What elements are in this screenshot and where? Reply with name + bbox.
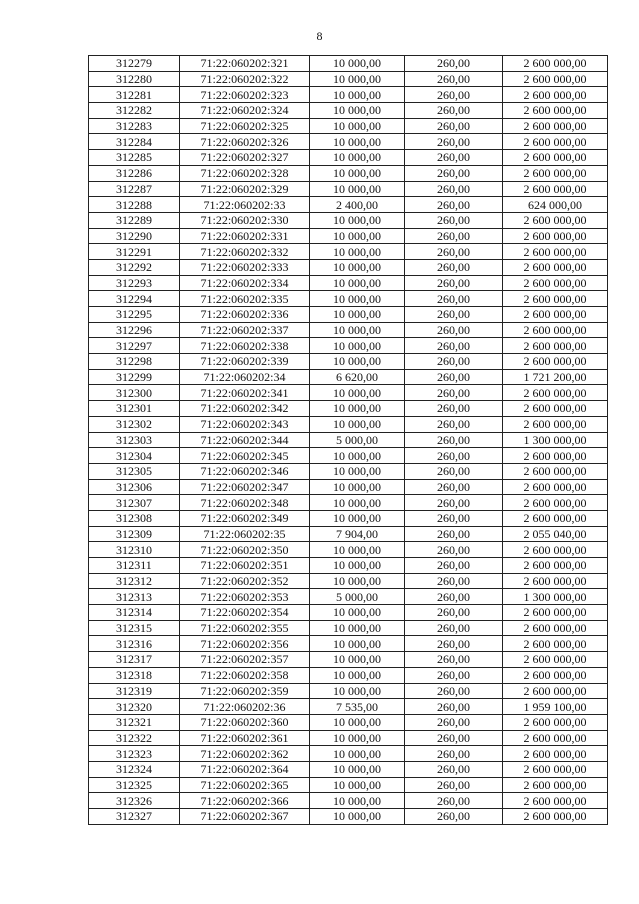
- area-cell: 10 000,00: [310, 275, 405, 291]
- area-cell: 10 000,00: [310, 636, 405, 652]
- cadastral-number-cell: 71:22:060202:327: [180, 150, 310, 166]
- cadastral-number-cell: 71:22:060202:330: [180, 212, 310, 228]
- table-row: [89, 479, 608, 495]
- record-id-cell: 312295: [89, 307, 180, 323]
- area-cell: 10 000,00: [310, 322, 405, 338]
- rate-cell: 260,00: [405, 165, 503, 181]
- value-cell: 2 600 000,00: [503, 652, 608, 668]
- table-row: [89, 793, 608, 809]
- table-row: [89, 259, 608, 275]
- rate-cell: 260,00: [405, 589, 503, 605]
- table-row: [89, 526, 608, 542]
- table-row: [89, 307, 608, 323]
- area-cell: 7 904,00: [310, 526, 405, 542]
- area-cell: 5 000,00: [310, 432, 405, 448]
- table-row: [89, 589, 608, 605]
- table-row: [89, 605, 608, 621]
- rate-cell: 260,00: [405, 809, 503, 825]
- record-id-cell: 312318: [89, 667, 180, 683]
- rate-cell: 260,00: [405, 322, 503, 338]
- table-row: [89, 558, 608, 574]
- area-cell: 10 000,00: [310, 667, 405, 683]
- value-cell: 2 600 000,00: [503, 307, 608, 323]
- table-row: [89, 71, 608, 87]
- area-cell: 10 000,00: [310, 558, 405, 574]
- table-row: [89, 432, 608, 448]
- rate-cell: 260,00: [405, 275, 503, 291]
- table-row: [89, 56, 608, 72]
- record-id-cell: 312324: [89, 761, 180, 777]
- rate-cell: 260,00: [405, 338, 503, 354]
- value-cell: 2 600 000,00: [503, 228, 608, 244]
- area-cell: 10 000,00: [310, 401, 405, 417]
- area-cell: 10 000,00: [310, 259, 405, 275]
- cadastral-number-cell: 71:22:060202:337: [180, 322, 310, 338]
- record-id-cell: 312296: [89, 322, 180, 338]
- table-row: [89, 165, 608, 181]
- rate-cell: 260,00: [405, 307, 503, 323]
- value-cell: 2 600 000,00: [503, 510, 608, 526]
- rate-cell: 260,00: [405, 620, 503, 636]
- table-row: [89, 197, 608, 213]
- cadastral-number-cell: 71:22:060202:359: [180, 683, 310, 699]
- cadastral-number-cell: 71:22:060202:34: [180, 369, 310, 385]
- rate-cell: 260,00: [405, 542, 503, 558]
- area-cell: 10 000,00: [310, 307, 405, 323]
- value-cell: 2 600 000,00: [503, 322, 608, 338]
- area-cell: 10 000,00: [310, 683, 405, 699]
- table-body: [89, 56, 608, 825]
- table-row: [89, 416, 608, 432]
- rate-cell: 260,00: [405, 714, 503, 730]
- area-cell: 10 000,00: [310, 134, 405, 150]
- table-row: [89, 181, 608, 197]
- rate-cell: 260,00: [405, 134, 503, 150]
- table-row: [89, 746, 608, 762]
- record-id-cell: 312309: [89, 526, 180, 542]
- cadastral-number-cell: 71:22:060202:328: [180, 165, 310, 181]
- record-id-cell: 312315: [89, 620, 180, 636]
- rate-cell: 260,00: [405, 479, 503, 495]
- record-id-cell: 312302: [89, 416, 180, 432]
- table-row: [89, 338, 608, 354]
- value-cell: 2 600 000,00: [503, 714, 608, 730]
- area-cell: 10 000,00: [310, 228, 405, 244]
- record-id-cell: 312294: [89, 291, 180, 307]
- table-row: [89, 542, 608, 558]
- record-id-cell: 312314: [89, 605, 180, 621]
- rate-cell: 260,00: [405, 71, 503, 87]
- table-row: [89, 134, 608, 150]
- area-cell: 10 000,00: [310, 87, 405, 103]
- record-id-cell: 312299: [89, 369, 180, 385]
- cadastral-number-cell: 71:22:060202:334: [180, 275, 310, 291]
- rate-cell: 260,00: [405, 573, 503, 589]
- value-cell: 2 600 000,00: [503, 667, 608, 683]
- record-id-cell: 312290: [89, 228, 180, 244]
- value-cell: 2 600 000,00: [503, 291, 608, 307]
- cadastral-number-cell: 71:22:060202:362: [180, 746, 310, 762]
- value-cell: 2 600 000,00: [503, 385, 608, 401]
- rate-cell: 260,00: [405, 683, 503, 699]
- area-cell: 10 000,00: [310, 181, 405, 197]
- rate-cell: 260,00: [405, 118, 503, 134]
- area-cell: 10 000,00: [310, 777, 405, 793]
- value-cell: 1 300 000,00: [503, 589, 608, 605]
- cadastral-number-cell: 71:22:060202:356: [180, 636, 310, 652]
- table-row: [89, 385, 608, 401]
- area-cell: 2 400,00: [310, 197, 405, 213]
- record-id-cell: 312308: [89, 510, 180, 526]
- rate-cell: 260,00: [405, 510, 503, 526]
- data-table: [88, 55, 608, 825]
- value-cell: 2 600 000,00: [503, 118, 608, 134]
- area-cell: 10 000,00: [310, 730, 405, 746]
- area-cell: 10 000,00: [310, 165, 405, 181]
- rate-cell: 260,00: [405, 746, 503, 762]
- cadastral-number-cell: 71:22:060202:341: [180, 385, 310, 401]
- rate-cell: 260,00: [405, 777, 503, 793]
- record-id-cell: 312288: [89, 197, 180, 213]
- value-cell: 2 600 000,00: [503, 87, 608, 103]
- rate-cell: 260,00: [405, 369, 503, 385]
- value-cell: 2 600 000,00: [503, 542, 608, 558]
- cadastral-number-cell: 71:22:060202:332: [180, 244, 310, 260]
- record-id-cell: 312303: [89, 432, 180, 448]
- value-cell: 624 000,00: [503, 197, 608, 213]
- area-cell: 10 000,00: [310, 71, 405, 87]
- area-cell: 10 000,00: [310, 479, 405, 495]
- area-cell: 10 000,00: [310, 103, 405, 119]
- table-row: [89, 244, 608, 260]
- value-cell: 2 600 000,00: [503, 354, 608, 370]
- area-cell: 10 000,00: [310, 542, 405, 558]
- rate-cell: 260,00: [405, 212, 503, 228]
- cadastral-number-cell: 71:22:060202:343: [180, 416, 310, 432]
- table-row: [89, 652, 608, 668]
- record-id-cell: 312281: [89, 87, 180, 103]
- cadastral-number-cell: 71:22:060202:338: [180, 338, 310, 354]
- record-id-cell: 312312: [89, 573, 180, 589]
- rate-cell: 260,00: [405, 244, 503, 260]
- rate-cell: 260,00: [405, 228, 503, 244]
- value-cell: 2 600 000,00: [503, 495, 608, 511]
- table-row: [89, 401, 608, 417]
- record-id-cell: 312289: [89, 212, 180, 228]
- table-row: [89, 761, 608, 777]
- table-row: [89, 495, 608, 511]
- rate-cell: 260,00: [405, 87, 503, 103]
- rate-cell: 260,00: [405, 354, 503, 370]
- table-row: [89, 354, 608, 370]
- area-cell: 10 000,00: [310, 495, 405, 511]
- rate-cell: 260,00: [405, 259, 503, 275]
- area-cell: 10 000,00: [310, 354, 405, 370]
- value-cell: 2 600 000,00: [503, 793, 608, 809]
- value-cell: 2 600 000,00: [503, 259, 608, 275]
- rate-cell: 260,00: [405, 558, 503, 574]
- table-row: [89, 636, 608, 652]
- cadastral-number-cell: 71:22:060202:326: [180, 134, 310, 150]
- area-cell: 10 000,00: [310, 291, 405, 307]
- value-cell: 2 600 000,00: [503, 448, 608, 464]
- record-id-cell: 312298: [89, 354, 180, 370]
- record-id-cell: 312284: [89, 134, 180, 150]
- value-cell: 2 600 000,00: [503, 683, 608, 699]
- table-row: [89, 714, 608, 730]
- cadastral-number-cell: 71:22:060202:321: [180, 56, 310, 72]
- table-row: [89, 103, 608, 119]
- rate-cell: 260,00: [405, 526, 503, 542]
- table-row: [89, 667, 608, 683]
- rate-cell: 260,00: [405, 197, 503, 213]
- cadastral-number-cell: 71:22:060202:342: [180, 401, 310, 417]
- rate-cell: 260,00: [405, 495, 503, 511]
- value-cell: 2 055 040,00: [503, 526, 608, 542]
- record-id-cell: 312297: [89, 338, 180, 354]
- cadastral-number-cell: 71:22:060202:33: [180, 197, 310, 213]
- cadastral-number-cell: 71:22:060202:331: [180, 228, 310, 244]
- table-row: [89, 448, 608, 464]
- table-row: [89, 275, 608, 291]
- area-cell: 10 000,00: [310, 212, 405, 228]
- area-cell: 10 000,00: [310, 761, 405, 777]
- cadastral-number-cell: 71:22:060202:336: [180, 307, 310, 323]
- rate-cell: 260,00: [405, 448, 503, 464]
- cadastral-number-cell: 71:22:060202:360: [180, 714, 310, 730]
- cadastral-number-cell: 71:22:060202:353: [180, 589, 310, 605]
- area-cell: 10 000,00: [310, 573, 405, 589]
- table-row: [89, 150, 608, 166]
- area-cell: 10 000,00: [310, 746, 405, 762]
- rate-cell: 260,00: [405, 291, 503, 307]
- value-cell: 2 600 000,00: [503, 181, 608, 197]
- area-cell: 10 000,00: [310, 416, 405, 432]
- area-cell: 10 000,00: [310, 793, 405, 809]
- table-row: [89, 510, 608, 526]
- record-id-cell: 312317: [89, 652, 180, 668]
- area-cell: 10 000,00: [310, 448, 405, 464]
- area-cell: 10 000,00: [310, 56, 405, 72]
- record-id-cell: 312327: [89, 809, 180, 825]
- rate-cell: 260,00: [405, 730, 503, 746]
- table-row: [89, 463, 608, 479]
- area-cell: 10 000,00: [310, 809, 405, 825]
- value-cell: 1 721 200,00: [503, 369, 608, 385]
- value-cell: 1 959 100,00: [503, 699, 608, 715]
- record-id-cell: 312321: [89, 714, 180, 730]
- record-id-cell: 312304: [89, 448, 180, 464]
- table-row: [89, 573, 608, 589]
- record-id-cell: 312283: [89, 118, 180, 134]
- area-cell: 10 000,00: [310, 714, 405, 730]
- cadastral-number-cell: 71:22:060202:323: [180, 87, 310, 103]
- cadastral-number-cell: 71:22:060202:333: [180, 259, 310, 275]
- page-number: 8: [316, 29, 323, 43]
- record-id-cell: 312323: [89, 746, 180, 762]
- value-cell: 2 600 000,00: [503, 777, 608, 793]
- rate-cell: 260,00: [405, 605, 503, 621]
- record-id-cell: 312319: [89, 683, 180, 699]
- rate-cell: 260,00: [405, 793, 503, 809]
- cadastral-number-cell: 71:22:060202:324: [180, 103, 310, 119]
- record-id-cell: 312300: [89, 385, 180, 401]
- value-cell: 2 600 000,00: [503, 134, 608, 150]
- record-id-cell: 312287: [89, 181, 180, 197]
- cadastral-number-cell: 71:22:060202:339: [180, 354, 310, 370]
- record-id-cell: 312293: [89, 275, 180, 291]
- cadastral-number-cell: 71:22:060202:351: [180, 558, 310, 574]
- area-cell: 10 000,00: [310, 605, 405, 621]
- table-row: [89, 322, 608, 338]
- area-cell: 10 000,00: [310, 510, 405, 526]
- record-id-cell: 312322: [89, 730, 180, 746]
- cadastral-number-cell: 71:22:060202:325: [180, 118, 310, 134]
- cadastral-number-cell: 71:22:060202:335: [180, 291, 310, 307]
- cadastral-number-cell: 71:22:060202:35: [180, 526, 310, 542]
- cadastral-number-cell: 71:22:060202:354: [180, 605, 310, 621]
- value-cell: 1 300 000,00: [503, 432, 608, 448]
- value-cell: 2 600 000,00: [503, 275, 608, 291]
- value-cell: 2 600 000,00: [503, 620, 608, 636]
- cadastral-number-cell: 71:22:060202:345: [180, 448, 310, 464]
- area-cell: 10 000,00: [310, 385, 405, 401]
- value-cell: 2 600 000,00: [503, 338, 608, 354]
- table-row: [89, 730, 608, 746]
- area-cell: 10 000,00: [310, 150, 405, 166]
- cadastral-number-cell: 71:22:060202:352: [180, 573, 310, 589]
- rate-cell: 260,00: [405, 761, 503, 777]
- table-row: [89, 118, 608, 134]
- cadastral-number-cell: 71:22:060202:365: [180, 777, 310, 793]
- value-cell: 2 600 000,00: [503, 416, 608, 432]
- value-cell: 2 600 000,00: [503, 809, 608, 825]
- cadastral-number-cell: 71:22:060202:348: [180, 495, 310, 511]
- value-cell: 2 600 000,00: [503, 746, 608, 762]
- cadastral-number-cell: 71:22:060202:329: [180, 181, 310, 197]
- cadastral-number-cell: 71:22:060202:358: [180, 667, 310, 683]
- rate-cell: 260,00: [405, 56, 503, 72]
- value-cell: 2 600 000,00: [503, 401, 608, 417]
- record-id-cell: 312279: [89, 56, 180, 72]
- cadastral-number-cell: 71:22:060202:36: [180, 699, 310, 715]
- cadastral-number-cell: 71:22:060202:346: [180, 463, 310, 479]
- area-cell: 10 000,00: [310, 118, 405, 134]
- area-cell: 10 000,00: [310, 463, 405, 479]
- rate-cell: 260,00: [405, 463, 503, 479]
- value-cell: 2 600 000,00: [503, 150, 608, 166]
- rate-cell: 260,00: [405, 401, 503, 417]
- table-row: [89, 699, 608, 715]
- area-cell: 10 000,00: [310, 338, 405, 354]
- value-cell: 2 600 000,00: [503, 479, 608, 495]
- record-id-cell: 312320: [89, 699, 180, 715]
- rate-cell: 260,00: [405, 385, 503, 401]
- area-cell: 10 000,00: [310, 620, 405, 636]
- rate-cell: 260,00: [405, 699, 503, 715]
- record-id-cell: 312285: [89, 150, 180, 166]
- value-cell: 2 600 000,00: [503, 558, 608, 574]
- record-id-cell: 312307: [89, 495, 180, 511]
- cadastral-number-cell: 71:22:060202:344: [180, 432, 310, 448]
- cadastral-number-cell: 71:22:060202:361: [180, 730, 310, 746]
- area-cell: 7 535,00: [310, 699, 405, 715]
- record-id-cell: 312310: [89, 542, 180, 558]
- cadastral-number-cell: 71:22:060202:355: [180, 620, 310, 636]
- cadastral-number-cell: 71:22:060202:366: [180, 793, 310, 809]
- value-cell: 2 600 000,00: [503, 244, 608, 260]
- value-cell: 2 600 000,00: [503, 605, 608, 621]
- rate-cell: 260,00: [405, 432, 503, 448]
- table-row: [89, 809, 608, 825]
- record-id-cell: 312316: [89, 636, 180, 652]
- record-id-cell: 312301: [89, 401, 180, 417]
- rate-cell: 260,00: [405, 652, 503, 668]
- record-id-cell: 312326: [89, 793, 180, 809]
- cadastral-number-cell: 71:22:060202:350: [180, 542, 310, 558]
- value-cell: 2 600 000,00: [503, 463, 608, 479]
- record-id-cell: 312305: [89, 463, 180, 479]
- table-row: [89, 620, 608, 636]
- value-cell: 2 600 000,00: [503, 71, 608, 87]
- table-row: [89, 777, 608, 793]
- value-cell: 2 600 000,00: [503, 212, 608, 228]
- record-id-cell: 312282: [89, 103, 180, 119]
- record-id-cell: 312325: [89, 777, 180, 793]
- record-id-cell: 312311: [89, 558, 180, 574]
- area-cell: 6 620,00: [310, 369, 405, 385]
- rate-cell: 260,00: [405, 416, 503, 432]
- table-row: [89, 291, 608, 307]
- value-cell: 2 600 000,00: [503, 636, 608, 652]
- rate-cell: 260,00: [405, 636, 503, 652]
- value-cell: 2 600 000,00: [503, 103, 608, 119]
- record-id-cell: 312292: [89, 259, 180, 275]
- table-row: [89, 228, 608, 244]
- record-id-cell: 312306: [89, 479, 180, 495]
- cadastral-number-cell: 71:22:060202:322: [180, 71, 310, 87]
- rate-cell: 260,00: [405, 103, 503, 119]
- table-row: [89, 212, 608, 228]
- area-cell: 5 000,00: [310, 589, 405, 605]
- value-cell: 2 600 000,00: [503, 573, 608, 589]
- table-row: [89, 87, 608, 103]
- table-row: [89, 683, 608, 699]
- value-cell: 2 600 000,00: [503, 730, 608, 746]
- cadastral-number-cell: 71:22:060202:357: [180, 652, 310, 668]
- rate-cell: 260,00: [405, 150, 503, 166]
- value-cell: 2 600 000,00: [503, 761, 608, 777]
- table-row: [89, 369, 608, 385]
- area-cell: 10 000,00: [310, 244, 405, 260]
- record-id-cell: 312286: [89, 165, 180, 181]
- value-cell: 2 600 000,00: [503, 56, 608, 72]
- record-id-cell: 312313: [89, 589, 180, 605]
- record-id-cell: 312291: [89, 244, 180, 260]
- record-id-cell: 312280: [89, 71, 180, 87]
- cadastral-number-cell: 71:22:060202:364: [180, 761, 310, 777]
- cadastral-number-cell: 71:22:060202:349: [180, 510, 310, 526]
- cadastral-number-cell: 71:22:060202:367: [180, 809, 310, 825]
- rate-cell: 260,00: [405, 667, 503, 683]
- cadastral-number-cell: 71:22:060202:347: [180, 479, 310, 495]
- area-cell: 10 000,00: [310, 652, 405, 668]
- value-cell: 2 600 000,00: [503, 165, 608, 181]
- rate-cell: 260,00: [405, 181, 503, 197]
